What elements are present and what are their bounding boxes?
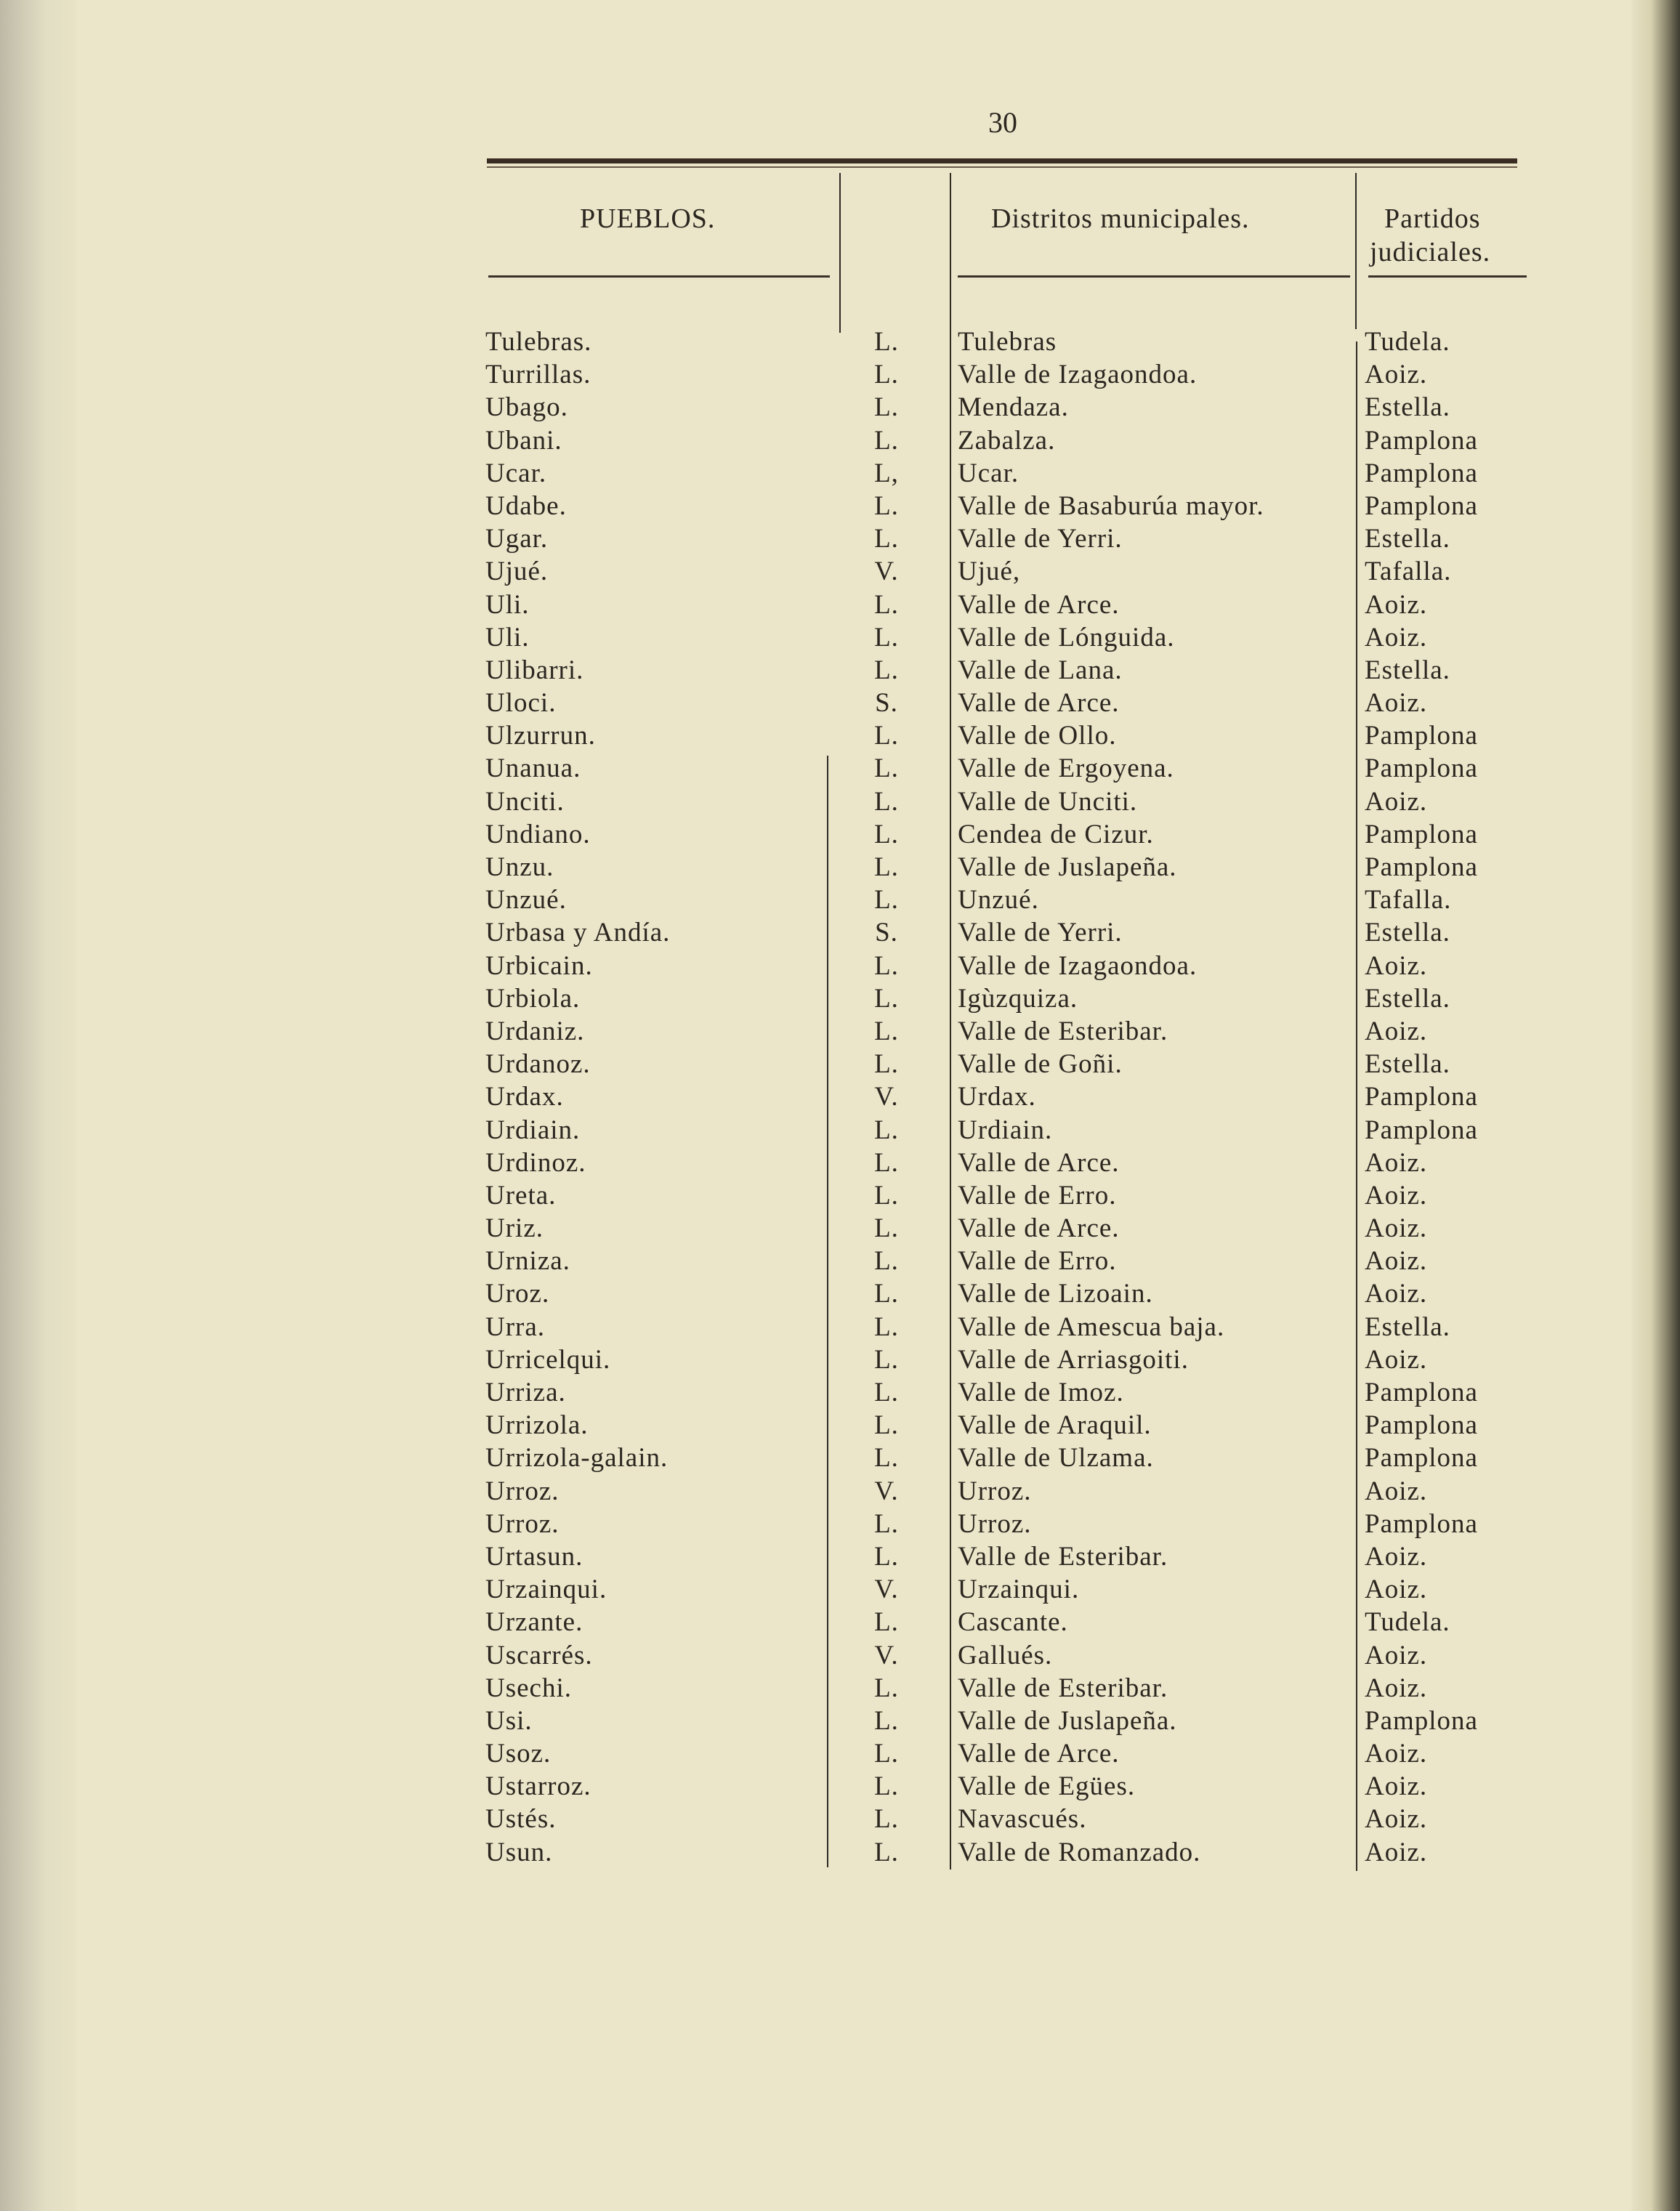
town-class: L. xyxy=(874,1311,899,1342)
judicial-district: Pamplona xyxy=(1365,1378,1478,1407)
judicial-district: Tudela. xyxy=(1365,327,1450,357)
district-name: Valle de Basaburúa mayor. xyxy=(958,490,1264,521)
district-name: Valle de Arce. xyxy=(958,1739,1120,1769)
judicial-district: Pamplona xyxy=(1365,1443,1478,1474)
table-row xyxy=(0,1442,1680,1474)
pueblo-name: Urbiola. xyxy=(485,983,581,1014)
judicial-district: Tafalla. xyxy=(1365,885,1452,915)
judicial-district: Aoiz. xyxy=(1365,1673,1428,1703)
judicial-district: Estella. xyxy=(1365,655,1450,685)
pueblo-name: Ubago. xyxy=(485,392,568,423)
table-row xyxy=(0,621,1680,654)
town-class: L, xyxy=(874,458,899,488)
table-row xyxy=(0,326,1680,358)
district-name: Tulebras xyxy=(958,327,1057,357)
judicial-district: Estella. xyxy=(1365,1049,1450,1080)
pueblo-name: Ugar. xyxy=(485,524,549,554)
town-class: L. xyxy=(874,852,899,882)
district-name: Igùzquiza. xyxy=(958,983,1078,1014)
town-class: L. xyxy=(874,950,899,981)
district-name: Ucar. xyxy=(958,458,1019,488)
table-row xyxy=(0,424,1680,457)
pueblo-name: Urricelqui. xyxy=(485,1344,611,1375)
town-class: L. xyxy=(874,786,899,817)
district-name: Valle de Unciti. xyxy=(958,786,1138,817)
table-row xyxy=(0,555,1680,588)
town-class: V. xyxy=(874,1575,899,1605)
pueblo-name: Uloci. xyxy=(485,688,557,719)
pueblo-name: Urriza. xyxy=(485,1378,566,1407)
district-name: Valle de Ollo. xyxy=(958,721,1117,751)
table-row xyxy=(0,1672,1680,1705)
judicial-district: Aoiz. xyxy=(1365,1771,1428,1802)
town-class: L. xyxy=(874,885,899,915)
district-name: Valle de Juslapeña. xyxy=(958,852,1177,882)
table-row xyxy=(0,1737,1680,1770)
town-class: L. xyxy=(874,425,899,456)
table-row xyxy=(0,457,1680,490)
judicial-district: Aoiz. xyxy=(1365,950,1428,981)
judicial-district: Pamplona xyxy=(1365,458,1478,488)
district-name: Valle de Amescua baja. xyxy=(958,1311,1225,1342)
top-rule-thin xyxy=(487,166,1517,168)
town-class: L. xyxy=(874,327,899,357)
header-partidos-1: Partidos xyxy=(1384,203,1481,234)
judicial-district: Aoiz. xyxy=(1365,1640,1428,1670)
header-pueblos: PUEBLOS. xyxy=(580,203,716,234)
table-row xyxy=(0,490,1680,522)
table-row xyxy=(0,687,1680,719)
town-class: L. xyxy=(874,524,899,554)
town-class: L. xyxy=(874,819,899,849)
table-row xyxy=(0,1179,1680,1212)
town-class: L. xyxy=(874,1705,899,1736)
judicial-district: Aoiz. xyxy=(1365,1575,1428,1605)
header-partidos-2: judiciales. xyxy=(1370,237,1491,267)
pueblo-name: Urdinoz. xyxy=(485,1147,586,1178)
table-row xyxy=(0,719,1680,752)
judicial-district: Aoiz. xyxy=(1365,1213,1428,1244)
table-row xyxy=(0,752,1680,785)
pueblo-name: Unciti. xyxy=(485,786,565,817)
header-distritos: Distritos municipales. xyxy=(991,203,1250,234)
town-class: L. xyxy=(874,1607,899,1638)
pueblo-name: Ulzurrun. xyxy=(485,721,596,751)
judicial-district: Estella. xyxy=(1365,1311,1450,1342)
town-class: L. xyxy=(874,1739,899,1769)
table-row xyxy=(0,1475,1680,1508)
district-name: Gallués. xyxy=(958,1640,1053,1670)
judicial-district: Pamplona xyxy=(1365,852,1478,882)
district-name: Unzué. xyxy=(958,885,1039,915)
judicial-district: Aoiz. xyxy=(1365,1246,1428,1277)
town-class: L. xyxy=(874,1410,899,1441)
pueblo-name: Urzante. xyxy=(485,1607,583,1638)
table-row xyxy=(0,1508,1680,1540)
town-class: L. xyxy=(874,1541,899,1572)
pueblo-name: Undiano. xyxy=(485,819,591,849)
judicial-district: Estella. xyxy=(1365,983,1450,1014)
table-row xyxy=(0,851,1680,884)
pueblo-name: Unzué. xyxy=(485,885,567,915)
pueblo-name: Ulibarri. xyxy=(485,655,584,685)
pueblo-name: Ustarroz. xyxy=(485,1771,591,1802)
judicial-district: Aoiz. xyxy=(1365,589,1428,620)
town-class: L. xyxy=(874,1508,899,1539)
judicial-district: Aoiz. xyxy=(1365,1804,1428,1835)
table-row xyxy=(0,1803,1680,1835)
district-name: Valle de Romanzado. xyxy=(958,1837,1201,1867)
district-name: Cascante. xyxy=(958,1607,1068,1638)
judicial-district: Pamplona xyxy=(1365,1410,1478,1441)
table-row xyxy=(0,950,1680,982)
judicial-district: Aoiz. xyxy=(1365,786,1428,817)
town-class: L. xyxy=(874,360,899,390)
judicial-district: Aoiz. xyxy=(1365,1344,1428,1375)
judicial-district: Pamplona xyxy=(1365,721,1478,751)
town-class: L. xyxy=(874,655,899,685)
district-name: Valle de Egües. xyxy=(958,1771,1136,1802)
judicial-district: Aoiz. xyxy=(1365,1476,1428,1506)
table-row xyxy=(0,785,1680,818)
district-name: Valle de Arce. xyxy=(958,1213,1120,1244)
town-class: L. xyxy=(874,1213,899,1244)
judicial-district: Pamplona xyxy=(1365,753,1478,784)
town-class: L. xyxy=(874,622,899,652)
judicial-district: Estella. xyxy=(1365,524,1450,554)
pueblo-name: Turrillas. xyxy=(485,360,591,390)
pueblo-name: Tulebras. xyxy=(485,327,592,357)
district-name: Valle de Izagaondoa. xyxy=(958,950,1198,981)
judicial-district: Aoiz. xyxy=(1365,1016,1428,1046)
judicial-district: Pamplona xyxy=(1365,1115,1478,1145)
pueblo-name: Urdiain. xyxy=(485,1115,581,1145)
pueblo-name: Uscarrés. xyxy=(485,1640,593,1670)
district-name: Valle de Imoz. xyxy=(958,1378,1124,1407)
judicial-district: Aoiz. xyxy=(1365,360,1428,390)
pueblo-name: Usi. xyxy=(485,1705,533,1736)
district-name: Valle de Lizoain. xyxy=(958,1279,1153,1309)
pueblo-name: Ujué. xyxy=(485,557,549,587)
pueblo-name: Urrizola-galain. xyxy=(485,1443,669,1474)
judicial-district: Pamplona xyxy=(1365,819,1478,849)
town-class: L. xyxy=(874,1443,899,1474)
table-row xyxy=(0,884,1680,916)
town-class: L. xyxy=(874,1279,899,1309)
header-underline-pueblos xyxy=(488,275,830,278)
town-class: S. xyxy=(875,688,898,719)
town-class: L. xyxy=(874,721,899,751)
table-row xyxy=(0,1540,1680,1573)
district-name: Valle de Lana. xyxy=(958,655,1123,685)
table-row xyxy=(0,1836,1680,1869)
district-name: Urzainqui. xyxy=(958,1575,1080,1605)
district-name: Valle de Arce. xyxy=(958,589,1120,620)
town-class: L. xyxy=(874,1180,899,1210)
judicial-district: Aoiz. xyxy=(1365,1147,1428,1178)
town-class: L. xyxy=(874,589,899,620)
table-row xyxy=(0,1573,1680,1606)
pueblo-name: Urdax. xyxy=(485,1082,564,1112)
town-table xyxy=(0,326,1680,1869)
table-row xyxy=(0,1409,1680,1442)
table-row xyxy=(0,1311,1680,1343)
table-row xyxy=(0,1080,1680,1113)
district-name: Valle de Goñi. xyxy=(958,1049,1123,1080)
table-row xyxy=(0,358,1680,391)
town-class: L. xyxy=(874,753,899,784)
district-name: Cendea de Cizur. xyxy=(958,819,1154,849)
pueblo-name: Urdaniz. xyxy=(485,1016,585,1046)
column-rule xyxy=(1355,173,1357,329)
town-class: L. xyxy=(874,1115,899,1145)
table-row xyxy=(0,818,1680,851)
district-name: Valle de Erro. xyxy=(958,1180,1117,1210)
district-name: Ujué, xyxy=(958,557,1021,587)
town-class: L. xyxy=(874,1049,899,1080)
pueblo-name: Uroz. xyxy=(485,1279,550,1309)
pueblo-name: Ucar. xyxy=(485,458,547,488)
town-class: V. xyxy=(874,1082,899,1112)
judicial-district: Pamplona xyxy=(1365,1508,1478,1539)
table-row xyxy=(0,391,1680,424)
pueblo-name: Udabe. xyxy=(485,490,567,521)
pueblo-name: Unzu. xyxy=(485,852,554,882)
table-row xyxy=(0,1277,1680,1310)
judicial-district: Tafalla. xyxy=(1365,557,1452,587)
column-rule xyxy=(839,173,841,333)
judicial-district: Aoiz. xyxy=(1365,1180,1428,1210)
pueblo-name: Usoz. xyxy=(485,1739,552,1769)
table-row xyxy=(0,1770,1680,1803)
district-name: Mendaza. xyxy=(958,392,1069,423)
pueblo-name: Uli. xyxy=(485,622,530,652)
table-row xyxy=(0,1114,1680,1147)
header-underline-distritos xyxy=(958,275,1350,278)
table-row xyxy=(0,654,1680,687)
judicial-district: Estella. xyxy=(1365,918,1450,948)
town-class: L. xyxy=(874,1771,899,1802)
pueblo-name: Unanua. xyxy=(485,753,581,784)
table-row xyxy=(0,589,1680,621)
district-name: Valle de Arce. xyxy=(958,688,1120,719)
table-row xyxy=(0,522,1680,555)
pueblo-name: Ubani. xyxy=(485,425,562,456)
judicial-district: Aoiz. xyxy=(1365,1279,1428,1309)
judicial-district: Aoiz. xyxy=(1365,1739,1428,1769)
judicial-district: Pamplona xyxy=(1365,490,1478,521)
table-row xyxy=(0,916,1680,949)
pueblo-name: Usun. xyxy=(485,1837,553,1867)
district-name: Valle de Juslapeña. xyxy=(958,1705,1177,1736)
pueblo-name: Urdanoz. xyxy=(485,1049,591,1080)
judicial-district: Aoiz. xyxy=(1365,1541,1428,1572)
page-number: 30 xyxy=(988,106,1017,139)
town-class: L. xyxy=(874,1246,899,1277)
district-name: Valle de Araquil. xyxy=(958,1410,1152,1441)
pueblo-name: Urbasa y Andía. xyxy=(485,918,671,948)
pueblo-name: Urrizola. xyxy=(485,1410,589,1441)
pueblo-name: Urzainqui. xyxy=(485,1575,607,1605)
district-name: Valle de Arriasgoiti. xyxy=(958,1344,1189,1375)
pueblo-name: Urra. xyxy=(485,1311,546,1342)
table-row xyxy=(0,1376,1680,1409)
pueblo-name: Urroz. xyxy=(485,1508,560,1539)
district-name: Valle de Ulzama. xyxy=(958,1443,1154,1474)
town-class: L. xyxy=(874,1804,899,1835)
table-row xyxy=(0,1343,1680,1376)
table-row xyxy=(0,1212,1680,1245)
town-class: L. xyxy=(874,392,899,423)
district-name: Valle de Esteribar. xyxy=(958,1016,1168,1046)
town-class: L. xyxy=(874,983,899,1014)
judicial-district: Pamplona xyxy=(1365,1705,1478,1736)
table-row xyxy=(0,1705,1680,1737)
table-row xyxy=(0,1015,1680,1048)
pueblo-name: Ureta. xyxy=(485,1180,557,1210)
judicial-district: Pamplona xyxy=(1365,1082,1478,1112)
town-class: L. xyxy=(874,1378,899,1407)
district-name: Valle de Lónguida. xyxy=(958,622,1175,652)
pueblo-name: Urbicain. xyxy=(485,950,593,981)
pueblo-name: Urroz. xyxy=(485,1476,560,1506)
table-row xyxy=(0,1048,1680,1080)
pueblo-name: Urniza. xyxy=(485,1246,570,1277)
top-rule xyxy=(487,158,1517,163)
district-name: Urroz. xyxy=(958,1508,1032,1539)
table-row xyxy=(0,1147,1680,1179)
district-name: Valle de Arce. xyxy=(958,1147,1120,1178)
judicial-district: Estella. xyxy=(1365,392,1450,423)
district-name: Zabalza. xyxy=(958,425,1056,456)
district-name: Valle de Esteribar. xyxy=(958,1673,1168,1703)
district-name: Navascués. xyxy=(958,1804,1087,1835)
district-name: Valle de Yerri. xyxy=(958,524,1123,554)
town-class: L. xyxy=(874,1016,899,1046)
town-class: L. xyxy=(874,1147,899,1178)
pueblo-name: Ustés. xyxy=(485,1804,557,1835)
judicial-district: Aoiz. xyxy=(1365,688,1428,719)
town-class: L. xyxy=(874,1837,899,1867)
district-name: Valle de Ergoyena. xyxy=(958,753,1174,784)
pueblo-name: Uriz. xyxy=(485,1213,544,1244)
town-class: V. xyxy=(874,1640,899,1670)
pueblo-name: Urtasun. xyxy=(485,1541,583,1572)
district-name: Urdax. xyxy=(958,1082,1036,1112)
table-row xyxy=(0,1245,1680,1277)
town-class: V. xyxy=(874,1476,899,1506)
judicial-district: Pamplona xyxy=(1365,425,1478,456)
district-name: Valle de Erro. xyxy=(958,1246,1117,1277)
district-name: Urroz. xyxy=(958,1476,1032,1506)
district-name: Valle de Yerri. xyxy=(958,918,1123,948)
table-row xyxy=(0,1606,1680,1638)
judicial-district: Aoiz. xyxy=(1365,622,1428,652)
pueblo-name: Usechi. xyxy=(485,1673,572,1703)
town-class: V. xyxy=(874,557,899,587)
judicial-district: Aoiz. xyxy=(1365,1837,1428,1867)
judicial-district: Tudela. xyxy=(1365,1607,1450,1638)
town-class: L. xyxy=(874,490,899,521)
table-row xyxy=(0,982,1680,1015)
table-row xyxy=(0,1639,1680,1672)
district-name: Valle de Esteribar. xyxy=(958,1541,1168,1572)
town-class: L. xyxy=(874,1673,899,1703)
header-underline-partidos xyxy=(1368,275,1527,278)
district-name: Valle de Izagaondoa. xyxy=(958,360,1198,390)
town-class: S. xyxy=(875,918,898,948)
district-name: Urdiain. xyxy=(958,1115,1053,1145)
town-class: L. xyxy=(874,1344,899,1375)
pueblo-name: Uli. xyxy=(485,589,530,620)
